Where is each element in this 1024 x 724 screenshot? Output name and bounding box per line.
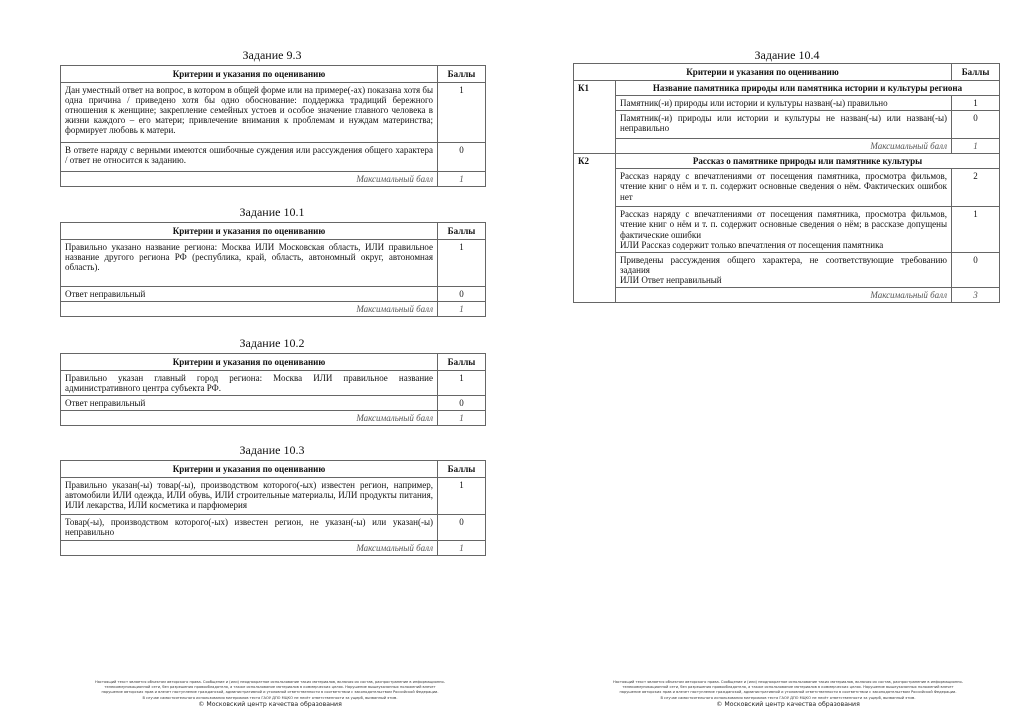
criteria-header: Критерии и указания по оцениванию (61, 354, 438, 371)
criterion-text-main: Приведены рассуждения общего характера, не соответствующие требованию задания (620, 254, 948, 275)
right-page (512, 0, 1024, 724)
criteria-header: Критерии и указания по оцениванию (61, 461, 438, 478)
page-footer (70, 680, 470, 709)
criterion-text-alt: ИЛИ Рассказ содержит только впечатления от посещения памятника (620, 239, 884, 250)
table-row (61, 371, 486, 396)
page-footer (588, 680, 988, 709)
criterion-text: Дан уместный ответ на вопрос, в котором в общей форме или на примере(-ах) показана хотя бы одна причина / приведено хотя бы одно обоснование: поддержка традиций бережного отношения к женщине; закрепление семейных устоев и особое значение главного человека в жизни каждого – его матери; привлечение внимания к проблемам и нуждам материнства; формирует любовь к матери. (61, 83, 438, 143)
max-score-row (61, 172, 486, 187)
max-score-row (61, 411, 486, 426)
table-row (61, 240, 486, 287)
max-score-value: 1 (438, 172, 486, 187)
table-header-row (61, 354, 486, 371)
criterion-text-main: Рассказ наряду с впечатлениями от посещения памятника, просмотра фильмов, чтение книг о нём и т. п. содержит основные сведения о нём; в рассказе допущены фактические ошибки (620, 209, 948, 240)
criterion-heading-k1: Название памятника природы или памятника истории и культуры региона (616, 81, 1000, 96)
criterion-score: 2 (952, 169, 1000, 207)
table-row (61, 83, 486, 143)
criterion-text: Рассказ наряду с впечатлениями от посещения памятника, просмотра фильмов, чтение книг о нём и т. п. содержит основные сведения о нём. Фактических ошибок нет (616, 169, 952, 207)
task-title-10-3: Задание 10.3 (239, 443, 305, 457)
max-score-value: 1 (952, 139, 1000, 154)
criterion-text (616, 252, 952, 287)
criterion-text: Правильно указан главный город региона: Москва ИЛИ правильное название административного центра субъекта РФ. (61, 371, 438, 396)
max-score-value: 1 (438, 541, 486, 556)
max-score-label: Максимальный балл (61, 302, 438, 317)
points-header: Баллы (438, 66, 486, 83)
table-row (61, 478, 486, 515)
points-header: Баллы (952, 64, 1000, 81)
task-title-9-3: Задание 9.3 (242, 48, 302, 62)
criterion-score: 0 (438, 287, 486, 302)
criterion-score: 0 (438, 143, 486, 172)
criterion-text: Памятник(-и) природы или истории и культуры назван(-ы) правильно (616, 96, 952, 111)
criterion-score: 1 (438, 240, 486, 287)
criterion-text: В ответе наряду с верными имеются ошибочные суждения или рассуждения общего характера / ответ не относится к заданию. (61, 143, 438, 172)
footer-copyright-notice-1: Настоящий текст является объектом авторского права. Сообщение и (или) неоднократное использование таких материалов, включая их состав, распространение в информационно- (95, 680, 445, 684)
max-score-row (61, 302, 486, 317)
criterion-score: 0 (952, 252, 1000, 287)
criterion-text: Правильно указан(-ы) товар(-ы), производством которого(-ых) известен регион, например, автомобили ИЛИ одежда, ИЛИ обувь, ИЛИ строительные материалы, ИЛИ продукты питания, ИЛИ лекарства, ИЛИ косметика и парфюмерия (61, 478, 438, 515)
table-row (574, 169, 1000, 207)
max-score-label: Максимальный балл (61, 541, 438, 556)
table-row (574, 252, 1000, 287)
criterion-heading-k2: Рассказ о памятнике природы или памятнике культуры (616, 154, 1000, 169)
criterion-code-k2: К2 (574, 154, 616, 303)
criterion-k1-heading-row (574, 81, 1000, 96)
table-row (61, 287, 486, 302)
points-header: Баллы (438, 461, 486, 478)
criteria-table-10-2 (60, 353, 486, 426)
table-row (61, 396, 486, 411)
task-title-10-2: Задание 10.2 (239, 336, 305, 350)
criterion-text (616, 207, 952, 252)
footer-copyright-notice-4: В случае самостоятельного использования материалов теста ГАОУ ДПО МЦКО не несёт ответственности за ущерб, вызванный этим. (142, 695, 398, 700)
task-title-10-4: Задание 10.4 (754, 48, 820, 62)
footer-copyright-notice-2: телекоммуникационной сети, без разрешения правообладателя, а также использование материалов в коммерческих целях. Нарушение вышеуказанных положений влечет (622, 685, 954, 690)
criterion-text: Ответ неправильный (61, 287, 438, 302)
footer-copyright: © Московский центр качества образования (716, 700, 860, 708)
criterion-code-k1: К1 (574, 81, 616, 154)
criteria-header: Критерии и указания по оцениванию (61, 66, 438, 83)
table-row (574, 96, 1000, 111)
footer-copyright-notice-4: В случае самостоятельного использования материалов теста ГАОУ ДПО МЦКО не несёт ответственности за ущерб, вызванный этим. (660, 695, 916, 700)
table-header-row (61, 461, 486, 478)
criterion-text: Правильно указано название региона: Москва ИЛИ Московская область, ИЛИ правильное название другого региона РФ (республика, край, область, автономный округ, автономная область). (61, 240, 438, 287)
max-score-value: 3 (952, 287, 1000, 302)
max-score-row (61, 541, 486, 556)
criteria-table-9-3 (60, 65, 486, 187)
criterion-score: 1 (438, 478, 486, 515)
footer-copyright: © Московский центр качества образования (198, 700, 342, 708)
criterion-score: 1 (438, 83, 486, 143)
table-row (574, 207, 1000, 252)
points-header: Баллы (438, 223, 486, 240)
footer-copyright-notice-3: нарушение авторских прав и влечет наступление гражданской, административной и уголовной ответственности в соответствии с законодательством Российской Федерации. (619, 690, 957, 695)
criteria-header: Критерии и указания по оцениванию (61, 223, 438, 240)
criteria-table-10-4 (573, 63, 1000, 303)
points-header: Баллы (438, 354, 486, 371)
table-row (574, 111, 1000, 139)
max-score-label: Максимальный балл (616, 287, 952, 302)
footer-copyright-notice-3: нарушение авторских прав и влечет наступление гражданской, административной и уголовной ответственности в соответствии с законодательством Российской Федерации. (101, 690, 439, 695)
footer-copyright-notice-1: Настоящий текст является объектом авторского права. Сообщение и (или) неоднократное использование таких материалов, включая их состав, распространение в информационно- (613, 680, 963, 684)
criterion-score: 1 (952, 207, 1000, 252)
criteria-table-10-1 (60, 222, 486, 317)
task-title-10-1: Задание 10.1 (239, 205, 305, 219)
max-score-row (574, 139, 1000, 154)
table-header-row (574, 64, 1000, 81)
criterion-score: 0 (438, 396, 486, 411)
table-row (61, 143, 486, 172)
max-score-label: Максимальный балл (61, 172, 438, 187)
table-header-row (61, 66, 486, 83)
criterion-text: Товар(-ы), производством которого(-ых) известен регион, не указан(-ы) или указан(-ы) неправильно (61, 515, 438, 541)
table-row (61, 515, 486, 541)
criterion-text: Памятник(-и) природы или истории и культуры не назван(-ы) или назван(-ы) неправильно (616, 111, 952, 139)
table-header-row (61, 223, 486, 240)
criterion-k2-heading-row (574, 154, 1000, 169)
criteria-table-10-3 (60, 460, 486, 556)
footer-copyright-notice-2: телекоммуникационной сети, без разрешения правообладателя, а также использование материалов в коммерческих целях. Нарушение вышеуказанных положений влечет (104, 685, 436, 690)
criterion-score: 0 (952, 111, 1000, 139)
criterion-text: Ответ неправильный (61, 396, 438, 411)
criteria-header: Критерии и указания по оцениванию (574, 64, 952, 81)
max-score-label: Максимальный балл (61, 411, 438, 426)
max-score-row (574, 287, 1000, 302)
max-score-label: Максимальный балл (616, 139, 952, 154)
criterion-score: 0 (438, 515, 486, 541)
criterion-score: 1 (438, 371, 486, 396)
max-score-value: 1 (438, 411, 486, 426)
criterion-score: 1 (952, 96, 1000, 111)
max-score-value: 1 (438, 302, 486, 317)
criterion-text-alt: ИЛИ Ответ неправильный (620, 274, 722, 285)
